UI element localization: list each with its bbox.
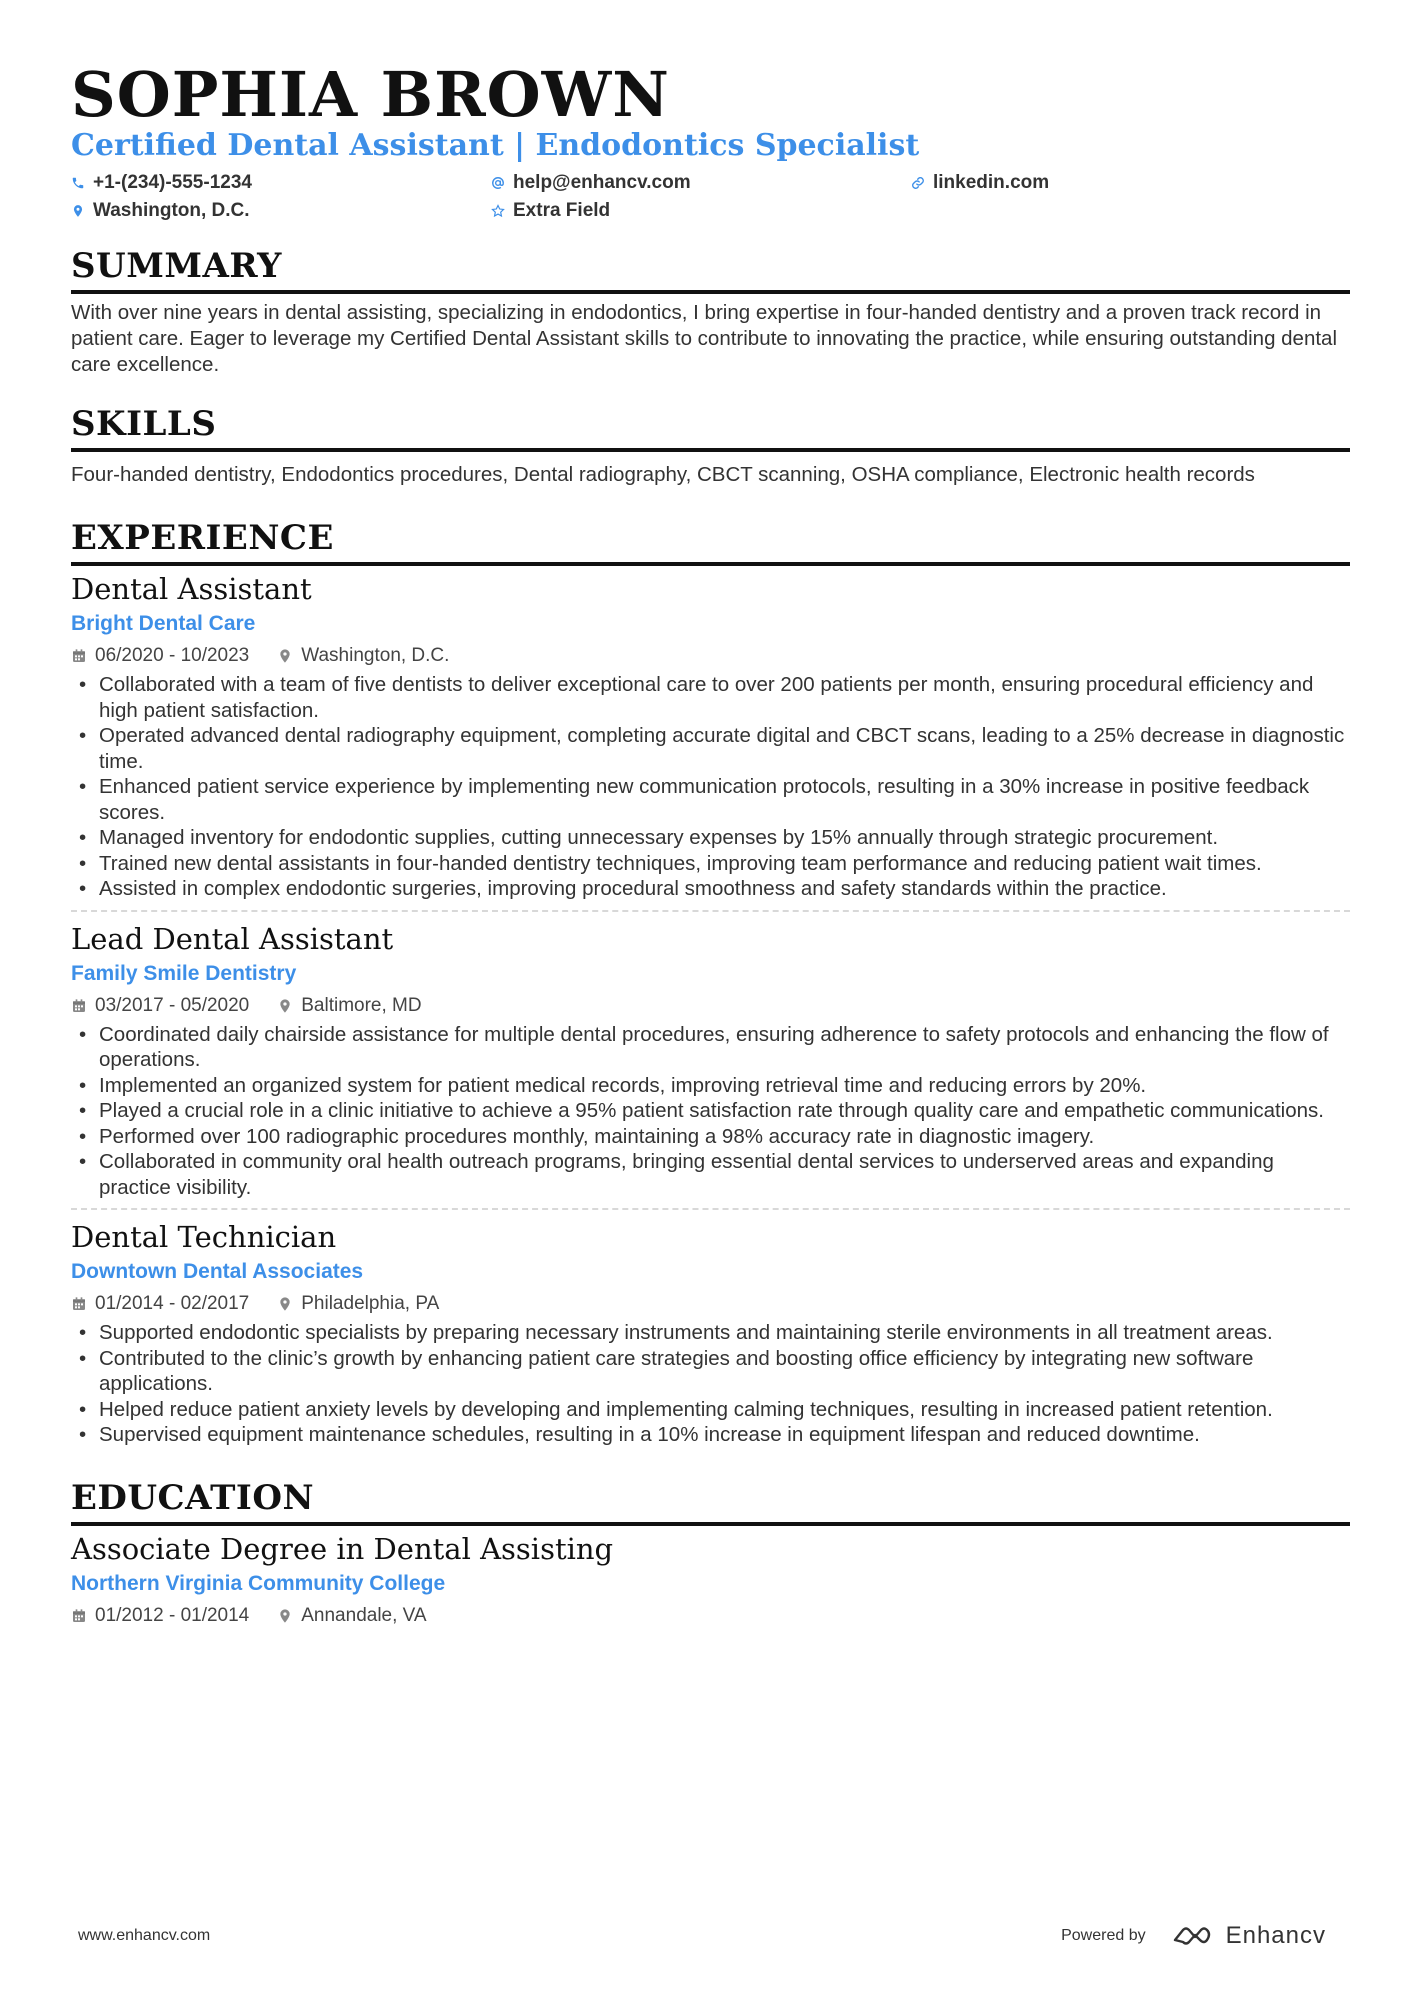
contact-info <box>71 172 1350 222</box>
summary-heading: SUMMARY <box>71 246 1350 294</box>
experience-section <box>71 518 1350 1456</box>
experience-heading: EXPERIENCE <box>71 518 1350 566</box>
company-name: Downtown Dental Associates <box>71 1260 364 1283</box>
job-location: Philadelphia, PA <box>301 1293 440 1314</box>
experience-item <box>71 570 1350 910</box>
experience-item <box>71 910 1350 1209</box>
experience-item <box>71 1208 1350 1456</box>
map-pin-icon <box>277 1608 293 1624</box>
powered-by-label: Powered by <box>1061 1927 1146 1944</box>
job-meta <box>71 994 1350 1018</box>
map-pin-icon <box>277 1296 293 1312</box>
phone-text: +1-(234)-555-1234 <box>93 172 252 193</box>
job-meta <box>71 1292 1350 1316</box>
bullet-item: • Supervised equipment maintenance schedules, resulting in a 10% increase in equipment lifespan and reduced downtime. <box>71 1422 1350 1448</box>
contact-extra <box>491 200 911 222</box>
star-icon <box>491 204 505 218</box>
map-pin-icon <box>71 204 85 218</box>
contact-phone[interactable] <box>71 172 491 194</box>
calendar-icon <box>71 1296 87 1312</box>
company-name: Family Smile Dentistry <box>71 961 297 985</box>
candidate-name: SOPHIA BROWN <box>71 58 670 131</box>
job-bullets <box>71 1320 1350 1448</box>
job-meta <box>71 644 1350 668</box>
linkedin-text: linkedin.com <box>933 172 1050 193</box>
experience-list <box>71 570 1350 1456</box>
job-title: Lead Dental Assistant <box>71 921 394 956</box>
bullet-item: • Collaborated in community oral health outreach programs, bringing essential dental services to underserved areas and expanding practice visibility. <box>71 1149 1350 1200</box>
job-dates: 06/2020 - 10/2023 <box>95 645 250 666</box>
bullet-item: • Assisted in complex endodontic surgeries, improving procedural smoothness and safety standards within the practice. <box>71 876 1350 902</box>
job-location: Washington, D.C. <box>301 645 450 666</box>
email-text: help@enhancv.com <box>513 172 691 193</box>
calendar-icon <box>71 648 87 664</box>
education-heading: EDUCATION <box>71 1478 1350 1526</box>
job-title: Dental Technician <box>71 1220 337 1254</box>
education-meta <box>71 1604 1350 1628</box>
at-icon <box>491 176 505 190</box>
link-icon <box>911 176 925 190</box>
candidate-headline: Certified Dental Assistant | Endodontics Specialist <box>71 128 920 163</box>
bullet-item: • Operated advanced dental radiography equipment, completing accurate digital and CBCT scans, leading to a 25% decrease in diagnostic time. <box>71 723 1350 774</box>
skills-text: Four-handed dentistry, Endodontics procedures, Dental radiography, CBCT scanning, OSHA compliance, Electronic health records <box>71 463 1255 486</box>
bullet-item: • Collaborated with a team of five dentists to deliver exceptional care to over 200 patients per month, ensuring procedural efficiency and high patient satisfaction. <box>71 672 1350 723</box>
location-text: Washington, D.C. <box>93 200 250 221</box>
education-section <box>71 1478 1350 1636</box>
bullet-item: • Trained new dental assistants in four-handed dentistry techniques, improving team performance and reducing patient wait times. <box>71 851 1350 877</box>
job-bullets <box>71 1022 1350 1201</box>
extra-field-text: Extra Field <box>513 200 611 221</box>
summary-text: With over nine years in dental assisting, specializing in endodontics, I bring expertise in four-handed dentistry and a proven track record in patient care. Eager to leverage my Certified Dental Assistant skills to contribute to innovating the practice, while ensuring outstanding dental care excellence. <box>71 301 1338 376</box>
bullet-item: • Supported endodontic specialists by preparing necessary instruments and maintaining sterile environments in all treatment areas. <box>71 1320 1350 1346</box>
calendar-icon <box>71 998 87 1014</box>
degree-title: Associate Degree in Dental Assisting <box>71 1531 614 1566</box>
job-title: Dental Assistant <box>71 572 312 606</box>
footer-url[interactable]: www.enhancv.com <box>78 1927 211 1944</box>
brand-logo[interactable] <box>1172 1922 1326 1950</box>
company-name: Bright Dental Care <box>71 612 256 635</box>
contact-linkedin[interactable] <box>911 172 1331 194</box>
skills-section <box>71 404 1350 488</box>
bullet-item: • Played a crucial role in a clinic initiative to achieve a 95% patient satisfaction rate through quality care and empathetic communications. <box>71 1098 1350 1124</box>
bullet-item: • Coordinated daily chairside assistance for multiple dental procedures, ensuring adherence to safety protocols and enhancing the flow of operations. <box>71 1022 1350 1073</box>
phone-icon <box>71 176 85 190</box>
resume-header <box>71 58 1350 222</box>
skills-heading: SKILLS <box>71 404 1350 452</box>
contact-email[interactable] <box>491 172 911 194</box>
page-footer <box>78 1922 1326 1950</box>
enhancv-logo-icon <box>1172 1924 1218 1948</box>
bullet-item: • Implemented an organized system for patient medical records, improving retrieval time and reducing errors by 20%. <box>71 1073 1350 1099</box>
school-name: Northern Virginia Community College <box>71 1571 446 1595</box>
bullet-item: • Performed over 100 radiographic procedures monthly, maintaining a 98% accuracy rate in diagnostic imagery. <box>71 1124 1350 1150</box>
job-dates: 01/2014 - 02/2017 <box>95 1293 250 1314</box>
bullet-item: • Contributed to the clinic’s growth by enhancing patient care strategies and boosting office efficiency by integrating new software applications. <box>71 1346 1350 1397</box>
job-dates: 03/2017 - 05/2020 <box>95 994 250 1016</box>
summary-section <box>71 246 1350 378</box>
bullet-item: • Enhanced patient service experience by implementing new communication protocols, resulting in a 30% increase in positive feedback scores. <box>71 774 1350 825</box>
education-location: Annandale, VA <box>301 1604 427 1626</box>
bullet-item: • Helped reduce patient anxiety levels by developing and implementing calming techniques, resulting in increased patient retention. <box>71 1397 1350 1423</box>
contact-location <box>71 200 491 222</box>
map-pin-icon <box>277 648 293 664</box>
job-bullets <box>71 672 1350 902</box>
bullet-item: • Managed inventory for endodontic supplies, cutting unnecessary expenses by 15% annually through strategic procurement. <box>71 825 1350 851</box>
education-item <box>71 1530 1350 1636</box>
brand-name: Enhancv <box>1225 1922 1326 1949</box>
calendar-icon <box>71 1608 87 1624</box>
resume-page <box>71 58 1350 1636</box>
map-pin-icon <box>277 998 293 1014</box>
powered-by <box>1061 1922 1326 1950</box>
education-dates: 01/2012 - 01/2014 <box>95 1604 250 1626</box>
job-location: Baltimore, MD <box>301 994 422 1016</box>
